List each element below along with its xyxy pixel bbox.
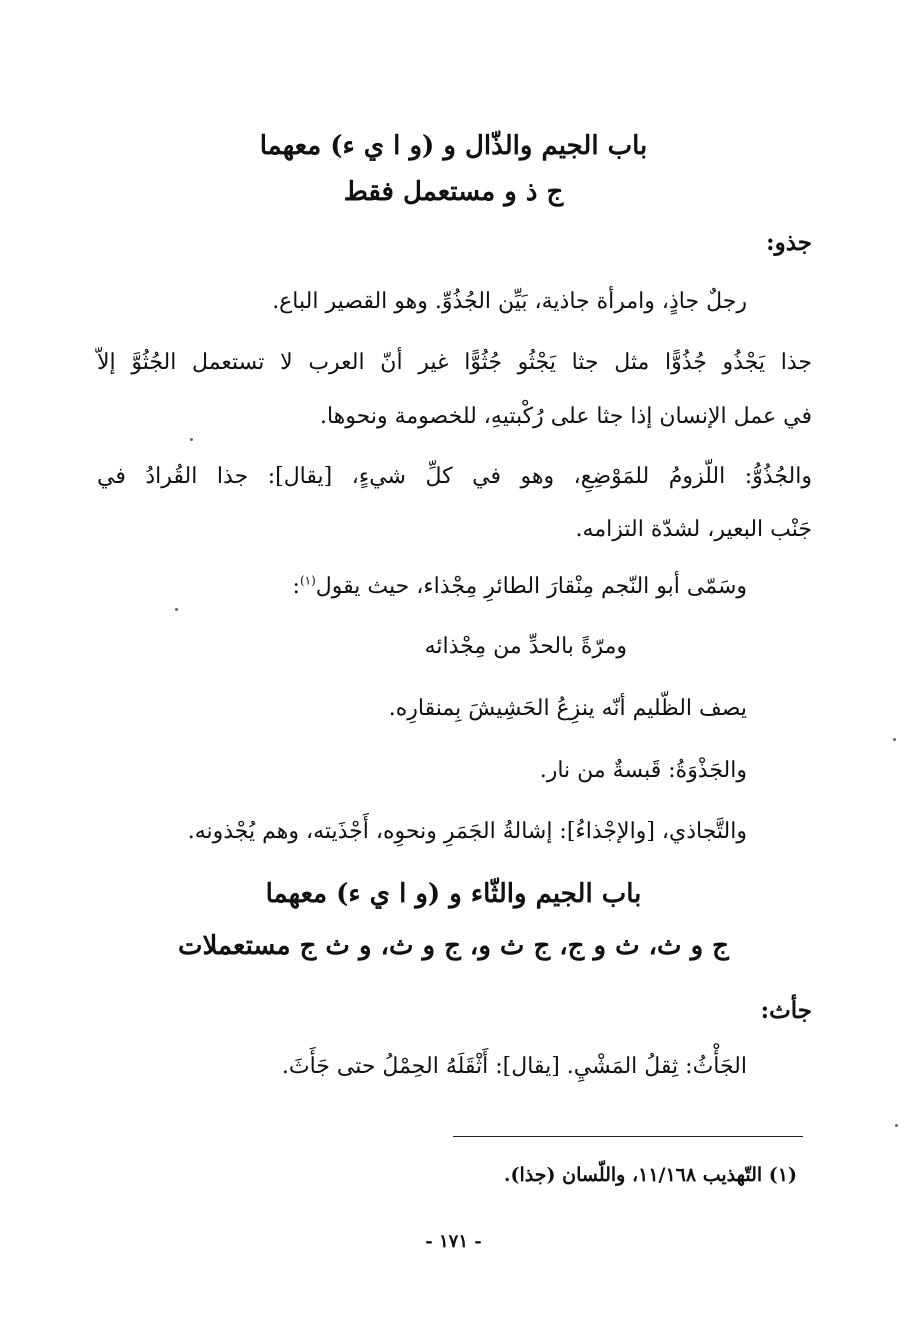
section-heading-jim-tha: باب الجيم والثّاء و (و ا ي ء) معهما [265,879,642,909]
poem-intro [293,570,747,604]
section-heading-jim-dhal: باب الجيم والذّال و (و ا ي ء) معهما [259,131,648,161]
print-speck [893,738,896,741]
jath-definition-line: الجَأْثُ: ثِقلُ المَشْيِ. [يقال]: أَثْقَلَهُ الحِمْلُ حتى جَأَثَ. [281,1054,747,1079]
footnote-ref-1: (١) [299,573,316,588]
footnote-divider [453,1136,803,1137]
text-line-1: رجلٌ جاذٍ، وامرأة جاذية، بَيِّن الجُذُوِّ. وهو القصير الباع. [272,289,747,314]
text-line-5: جَنْب البعير، لشدّة التزامه. [575,517,812,542]
section-subheading-roots-2: ج و ث، ث و ج، ج ث و، ج و ث، و ث ج مستعملات [178,931,729,961]
poem-intro-text: وسَمّى أبو النّجم مِنْقارَ الطائرِ مِجْذاء، حيث يقول [315,574,747,599]
print-speck [175,608,178,611]
text-line-2: جذا يَجْذُو جُذُوًّا مثل جثا يَجْثُو جُثُوًّا غير أنّ العرب لا تستعمل الجُثُوَّ إلاّ [97,350,812,375]
section-subheading-roots: ج ذ و مستعمل فقط [343,177,564,207]
page-number: - ١٧١ - [425,1231,482,1252]
print-speck [895,1124,898,1127]
footnote-1: (١) التّهذيب ١١/١٦٨، واللّسان (جذا). [503,1164,797,1186]
print-speck [190,438,193,441]
entry-word-jath: جأث: [760,997,812,1024]
after-verse-line: يصف الظّليم أنّه ينزِعُ الحَشِيشَ بِمنقارِه. [388,696,747,721]
text-line-3: في عمل الإنسان إذا جثا على رُكْبتيهِ، للخصومة ونحوها. [319,404,812,429]
entry-word-jadhw: جذو: [766,229,812,256]
tajadhi-line: والتَّجاذي، [والإجْذاءُ]: إشالةُ الجَمَرِ ونحوِه، أَجْذَيته، وهم يُجْذونه. [187,819,747,844]
poem-intro-tail: : [292,574,300,599]
text-line-4: والجُذُوُّ: اللّزومُ للمَوْضِعِ، وهو في كلِّ شيءٍ، [يقال]: جذا القُرادُ في [97,464,812,489]
jadhwa-line: والجَذْوَةُ: قَبسةٌ من نار. [539,758,747,783]
poem-verse: ومرّةً بالحدِّ من مِجْذائه [424,634,627,659]
